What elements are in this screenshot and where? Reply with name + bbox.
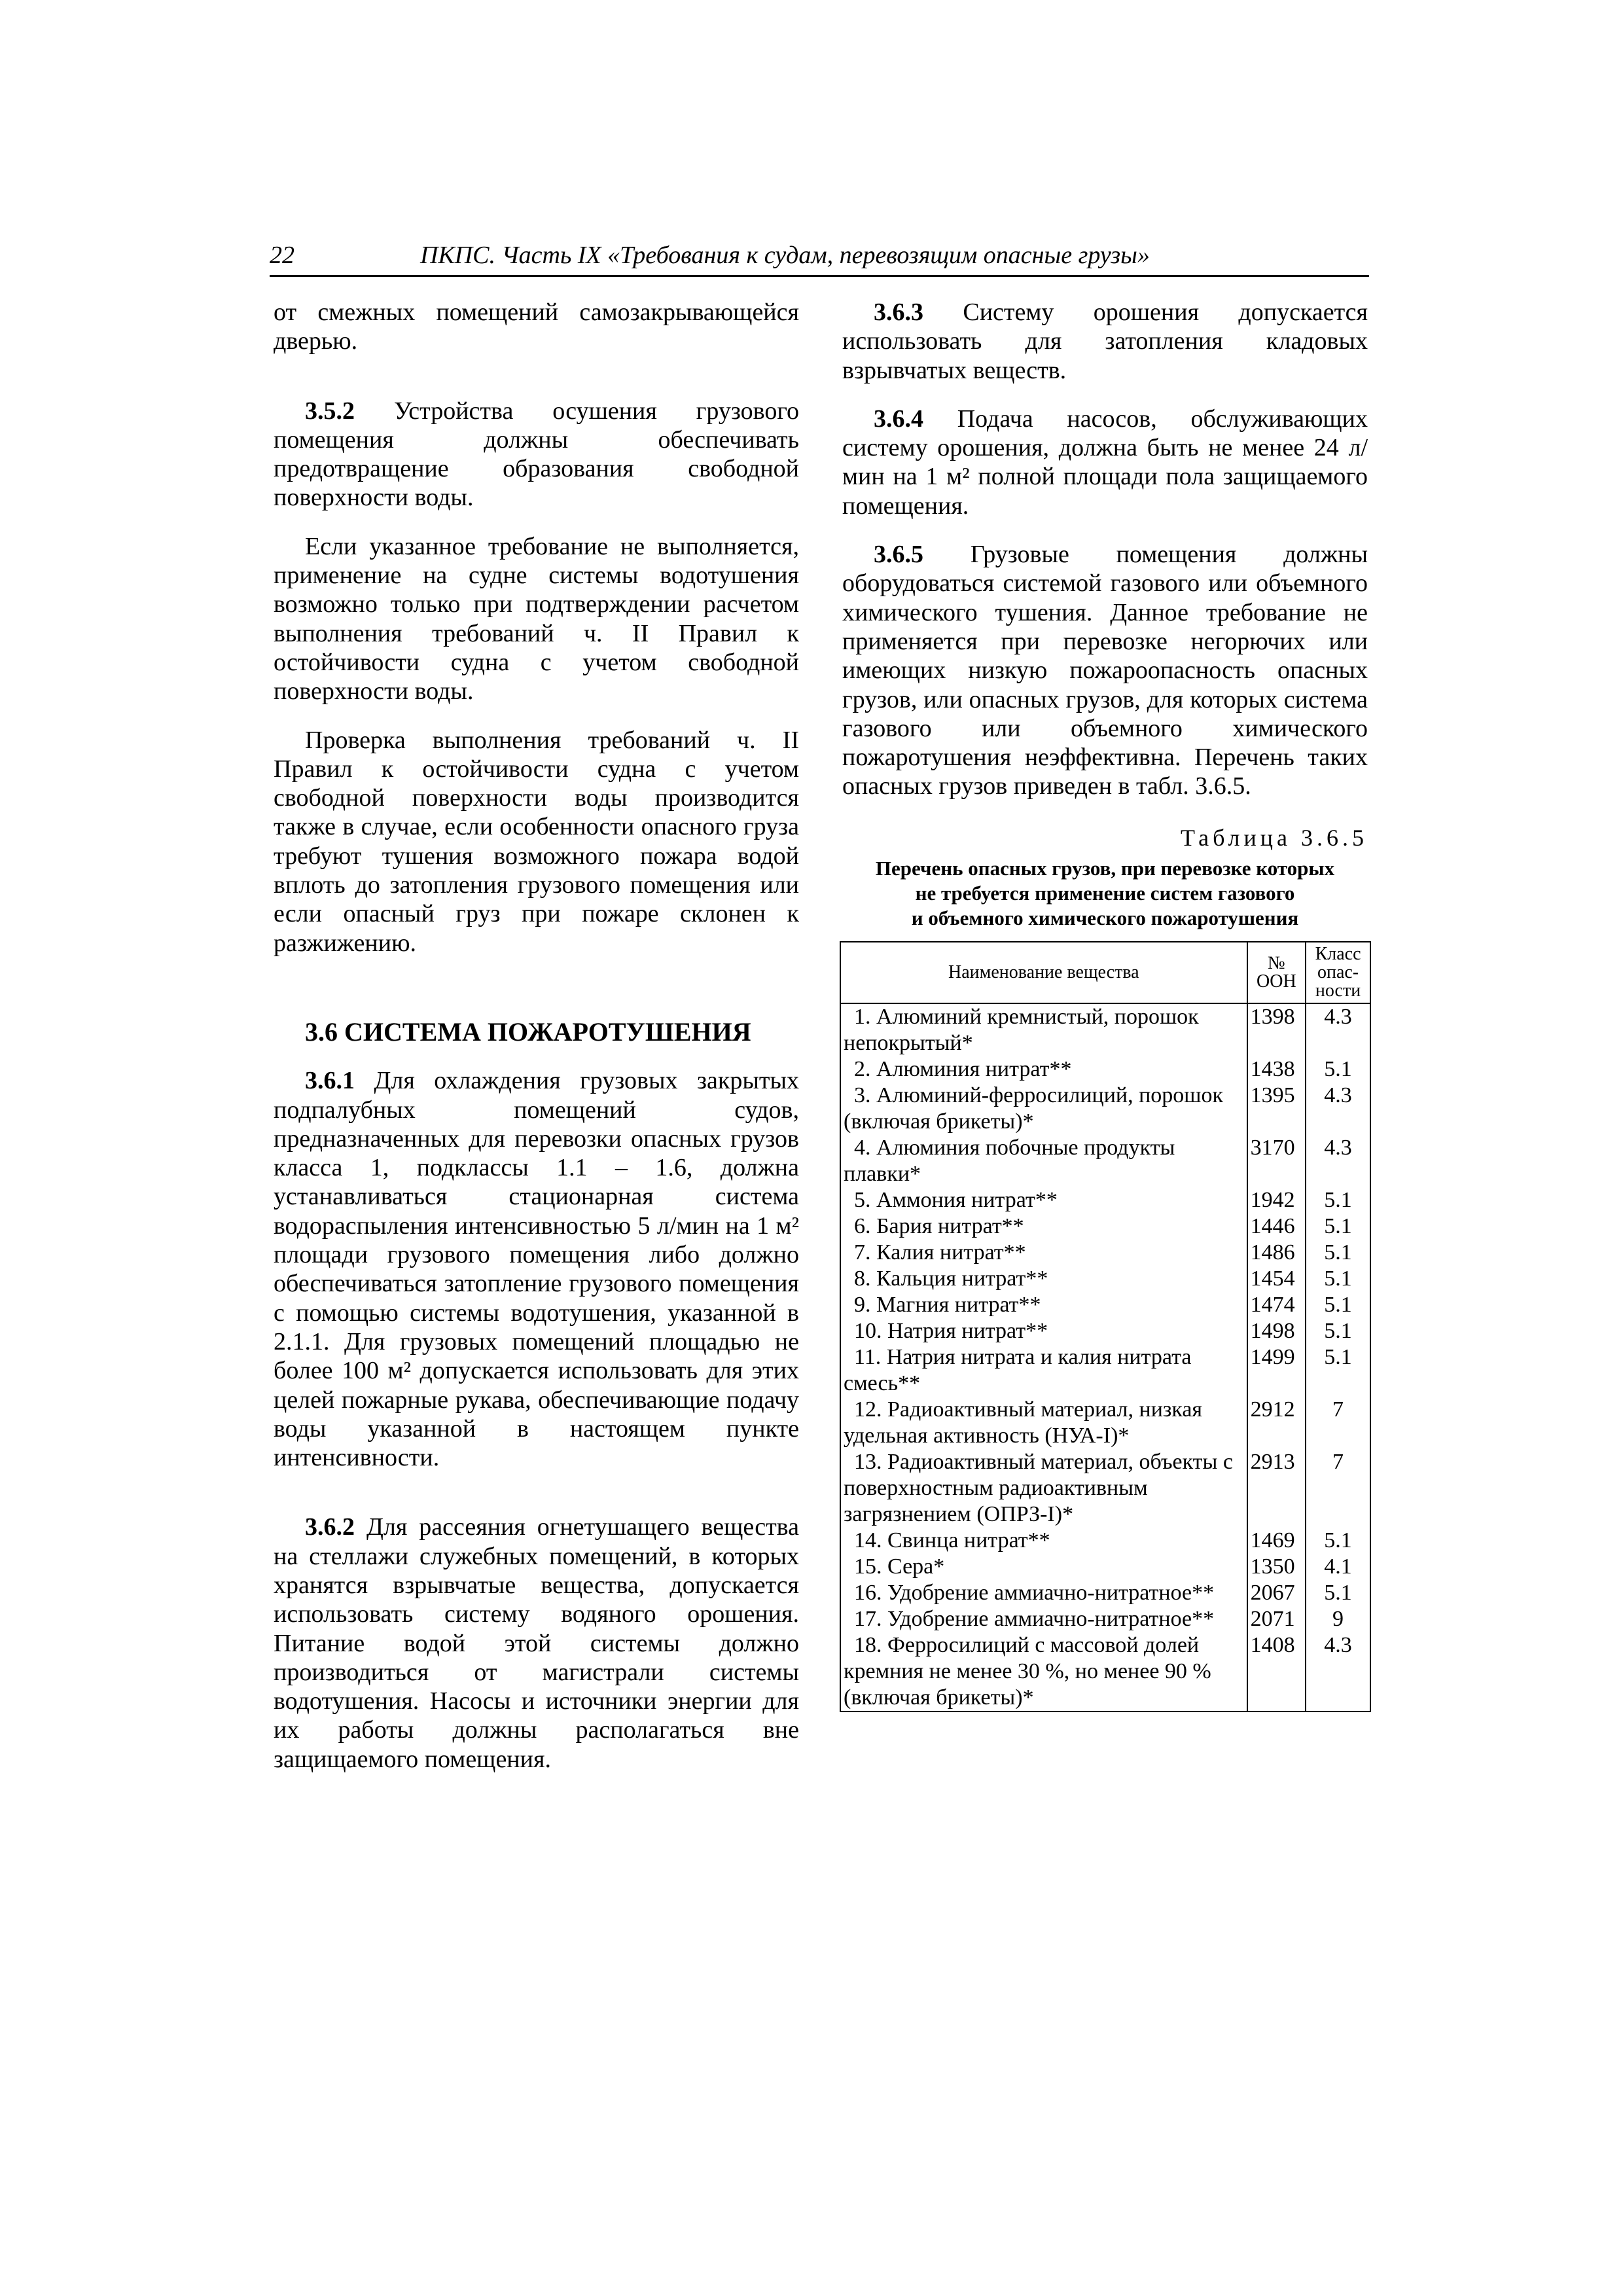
hazard-class: 5.1 (1306, 1344, 1370, 1397)
table-caption (842, 856, 1368, 931)
hazard-class: 7 (1306, 1449, 1370, 1528)
un-number: 2913 (1247, 1449, 1306, 1528)
clause-number: 3.6.5 (874, 541, 923, 569)
substance-name: 7. Калия нитрат** (840, 1240, 1247, 1266)
substance-name: 14. Свинца нитрат** (840, 1528, 1247, 1554)
clause-text: Грузовые помещения должны оборудоваться системой газового или объемного химического тушения. Данное требование не применяется при перевозке негорючих или имеющих низкую пожароопасность опасных грузов, или опасных грузов, для которых система газового или объемного химического пожаротушения неэффективна. Перечень таких опасных грузов приведен в табл. 3.6.5. (842, 541, 1368, 800)
table-row (840, 1318, 1370, 1344)
un-number: 1486 (1247, 1240, 1306, 1266)
hazard-class: 5.1 (1306, 1580, 1370, 1606)
table-row (840, 1003, 1370, 1056)
paragraph-continued: от смежных помещений самозакрывающейся дверью. (274, 298, 799, 355)
hazard-class: 5.1 (1306, 1240, 1370, 1266)
header-substance-name: Наименование вещества (840, 942, 1247, 1003)
substance-name: 2. Алюминия нитрат** (840, 1056, 1247, 1083)
substance-name: 8. Кальция нитрат** (840, 1266, 1247, 1292)
un-number: 3170 (1247, 1135, 1306, 1187)
hazard-class: 5.1 (1306, 1292, 1370, 1318)
un-number: 1469 (1247, 1528, 1306, 1554)
header-un-line: № (1268, 953, 1285, 974)
running-title: ПКПС. Часть IX «Требования к судам, перевозящим опасные грузы» (420, 242, 1150, 269)
substance-name: 18. Ферросилиций с массовой долей кремния не менее 30 %, но менее 90 % (включая брикеты)* (840, 1632, 1247, 1712)
table-row (840, 1449, 1370, 1528)
substance-name: 11. Натрия нитрата и калия нитрата смесь** (840, 1344, 1247, 1397)
paragraph-3-6-1 (274, 1066, 799, 1472)
table-row (840, 1135, 1370, 1187)
table-row (840, 1344, 1370, 1397)
un-number: 1942 (1247, 1187, 1306, 1213)
substance-name: 4. Алюминия побочные продукты плавки* (840, 1135, 1247, 1187)
paragraph-3-5-2-b: Если указанное требование не выполняется, применение на судне системы водотушения возможно только при подтверждении расчетом выполнения требований ч. II Правил к остойчивости судна с учетом свободной поверхности воды. (274, 532, 799, 706)
substance-name: 1. Алюминий кремнистый, порошок непокрытый* (840, 1003, 1247, 1056)
un-number: 2067 (1247, 1580, 1306, 1606)
un-number: 1499 (1247, 1344, 1306, 1397)
clause-number: 3.6.1 (305, 1067, 355, 1095)
right-column (842, 298, 1368, 1712)
table-caption-line: Перечень опасных грузов, при перевозке которых (875, 857, 1335, 880)
table-row (840, 1632, 1370, 1712)
un-number: 1498 (1247, 1318, 1306, 1344)
clause-number: 3.6.2 (305, 1513, 355, 1541)
table-header-row (840, 942, 1370, 1003)
table-row (840, 1292, 1370, 1318)
hazard-class: 4.3 (1306, 1632, 1370, 1712)
un-number: 2912 (1247, 1397, 1306, 1449)
paragraph-3-6-3 (842, 298, 1368, 385)
substances-table (840, 941, 1371, 1712)
paragraph-3-6-5 (842, 540, 1368, 801)
header-class-line: опас- (1317, 962, 1359, 983)
substance-name: 12. Радиоактивный материал, низкая удельная активность (НУА-I)* (840, 1397, 1247, 1449)
page-number: 22 (270, 242, 294, 269)
substance-name: 3. Алюминий-ферросилиций, порошок (включая брикеты)* (840, 1083, 1247, 1135)
clause-text: Для рассеяния огнетушащего вещества на стеллажи служебных помещений, в которых хранятся взрывчатые вещества, допускается использовать систему водяного орошения. Питание водой этой системы должно производиться от магистрали системы водотушения. Насосы и источники энергии для их работы должны располагаться вне защищаемого помещения. (274, 1513, 799, 1773)
un-number: 2071 (1247, 1606, 1306, 1632)
table-row (840, 1083, 1370, 1135)
header-un-number (1247, 942, 1306, 1003)
hazard-class: 5.1 (1306, 1213, 1370, 1240)
header-hazard-class (1306, 942, 1370, 1003)
un-number: 1474 (1247, 1292, 1306, 1318)
clause-text: Подача насосов, обслуживающих систему орошения, должна быть не менее 24 л/мин на 1 м² полной площади пола защищаемого помещения. (842, 404, 1368, 520)
table-row (840, 1240, 1370, 1266)
substance-name: 9. Магния нитрат** (840, 1292, 1247, 1318)
table-caption-line: не требуется применение систем газового (915, 882, 1295, 905)
un-number: 1350 (1247, 1554, 1306, 1580)
hazard-class: 5.1 (1306, 1528, 1370, 1554)
paragraph-3-5-2 (274, 397, 799, 512)
hazard-class: 4.3 (1306, 1135, 1370, 1187)
table-label: Таблица 3.6.5 (1181, 824, 1368, 851)
page-header (270, 237, 1369, 277)
clause-number: 3.5.2 (305, 397, 355, 425)
hazard-class: 5.1 (1306, 1266, 1370, 1292)
substance-name: 15. Сера* (840, 1554, 1247, 1580)
paragraph-3-6-2 (274, 1513, 799, 1774)
hazard-class: 7 (1306, 1397, 1370, 1449)
un-number: 1438 (1247, 1056, 1306, 1083)
table-row (840, 1213, 1370, 1240)
substance-name: 16. Удобрение аммиачно-нитратное** (840, 1580, 1247, 1606)
hazard-class: 5.1 (1306, 1056, 1370, 1083)
substance-name: 13. Радиоактивный материал, объекты с поверхностным радиоактивным загрязнением (ОПРЗ-I)* (840, 1449, 1247, 1528)
hazard-class: 5.1 (1306, 1187, 1370, 1213)
table-row (840, 1554, 1370, 1580)
un-number: 1454 (1247, 1266, 1306, 1292)
hazard-class: 5.1 (1306, 1318, 1370, 1344)
table-row (840, 1187, 1370, 1213)
substance-name: 5. Аммония нитрат** (840, 1187, 1247, 1213)
clause-text: Для охлаждения грузовых закрытых подпалубных помещений судов, предназначенных для перевозки опасных грузов класса 1, подклассы 1.1 – 1.6, должна устанавливаться стационарная система водораспыления интенсивностью 5 л/мин на 1 м² площади грузового помещения либо должно обеспечиваться затопление грузового помещения с помощью системы водотушения, указанной в 2.1.1. Для грузовых помещений площадью не более 100 м² допускается использовать для этих целей пожарные рукава, обеспечивающие подачу воды указанной в настоящем пункте интенсивности. (274, 1067, 799, 1472)
paragraph-3-5-2-c: Проверка выполнения требований ч. II Правил к остойчивости судна с учетом свободной поверхности воды производится также в случае, если особенности опасного груза требуют тушения возможного пожара водой вплоть до затопления грузового помещения или если опасный груз при пожаре склонен к разжижению. (274, 726, 799, 957)
hazard-class: 4.3 (1306, 1003, 1370, 1056)
table-row (840, 1056, 1370, 1083)
hazard-class: 4.1 (1306, 1554, 1370, 1580)
left-column (274, 298, 799, 1774)
substance-name: 17. Удобрение аммиачно-нитратное** (840, 1606, 1247, 1632)
header-class-line: ности (1315, 980, 1361, 1001)
table-row (840, 1397, 1370, 1449)
substance-name: 6. Бария нитрат** (840, 1213, 1247, 1240)
table-caption-line: и объемного химического пожаротушения (911, 906, 1299, 930)
table-row (840, 1266, 1370, 1292)
clause-text: Систему орошения допускается использовать для затопления кладовых взрывчатых веществ. (842, 298, 1368, 384)
substance-name: 10. Натрия нитрат** (840, 1318, 1247, 1344)
clause-number: 3.6.3 (874, 298, 923, 326)
table-row (840, 1528, 1370, 1554)
table-row (840, 1606, 1370, 1632)
paragraph-3-6-4 (842, 404, 1368, 520)
clause-text: Устройства осушения грузового помещения должны обеспечивать предотвращение образования свободной поверхности воды. (274, 397, 799, 512)
hazard-class: 9 (1306, 1606, 1370, 1632)
un-number: 1395 (1247, 1083, 1306, 1135)
un-number: 1398 (1247, 1003, 1306, 1056)
hazard-class: 4.3 (1306, 1083, 1370, 1135)
table-row (840, 1580, 1370, 1606)
un-number: 1408 (1247, 1632, 1306, 1712)
clause-number: 3.6.4 (874, 404, 923, 433)
section-title: 3.6 СИСТЕМА ПОЖАРОТУШЕНИЯ (305, 1016, 751, 1047)
header-un-line: ООН (1257, 971, 1296, 992)
un-number: 1446 (1247, 1213, 1306, 1240)
header-class-line: Класс (1315, 944, 1361, 965)
